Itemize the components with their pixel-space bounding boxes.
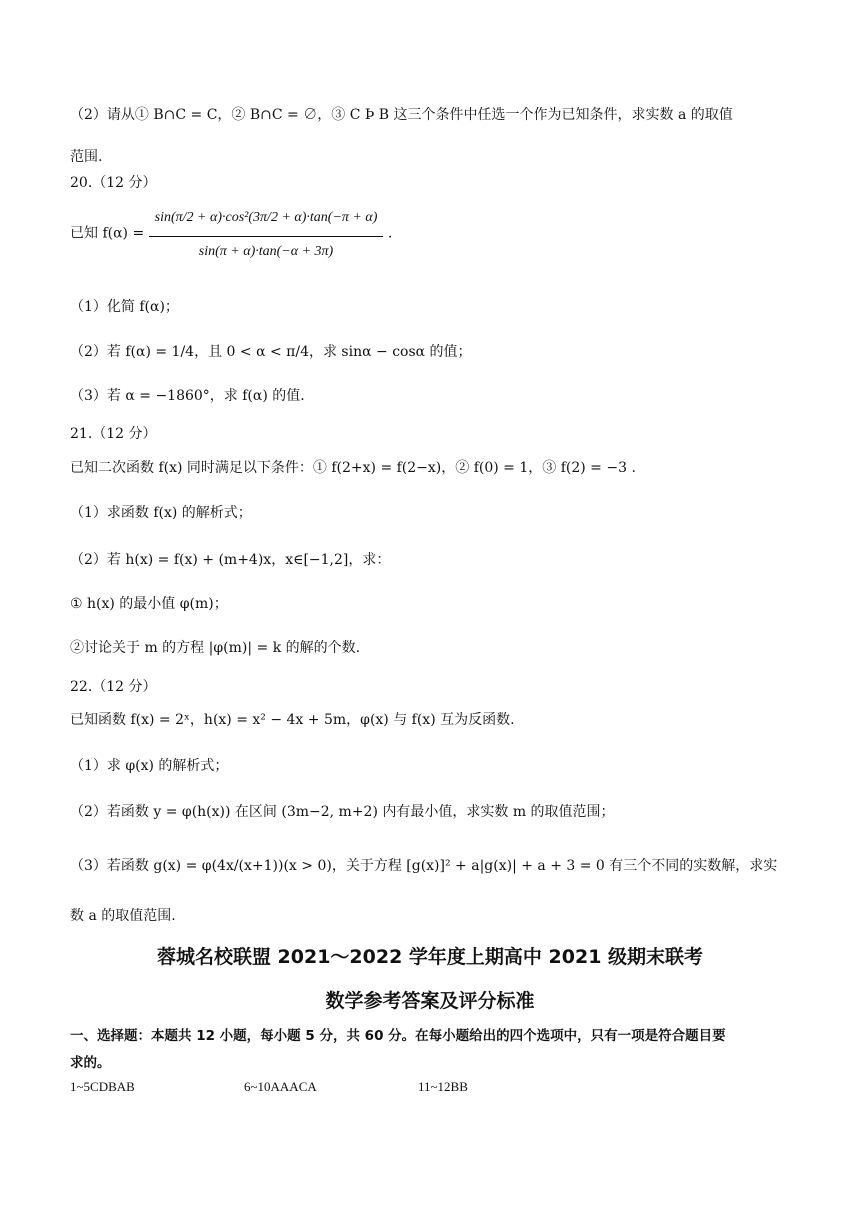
q22-part2: （2）若函数 y = φ(h(x)) 在区间 (3m−2, m+2) 内有最小值，求实数 m 的取值范围； [70, 804, 615, 820]
q21-sub2: ②讨论关于 m 的方程 |φ(m)| = k 的解的个数. [70, 640, 361, 656]
q19-part2-line1: （2）请从① B∩C = C，② B∩C = ∅，③ C Þ B 这三个条件中任选一个作为已知条件，求实数 a 的取值 [70, 107, 733, 123]
q19-part2-line2: 范围. [70, 149, 103, 165]
section1-line2: 求的。 [70, 1055, 111, 1071]
q21-sub1: ① h(x) 的最小值 φ(m)； [70, 596, 228, 612]
q20-period: . [387, 225, 393, 242]
q20-fraction [149, 204, 384, 263]
q20-numerator: sin(π/2 + α)·cos²(3π/2 + α)·tan(−π + α) [149, 204, 384, 237]
q21-part1: （1）求函数 f(x) 的解析式； [70, 505, 252, 521]
q20-denominator: sin(π + α)·tan(−α + 3π) [198, 244, 334, 259]
q22-intro: 已知函数 f(x) = 2ˣ，h(x) = x² − 4x + 5m，φ(x) 与 f(x) 互为反函数. [70, 712, 515, 728]
q20-intro-prefix: 已知 f(α) = [70, 225, 145, 242]
answer-key-title: 蓉城名校联盟 2021～2022 学年度上期高中 2021 级期末联考 [156, 946, 704, 968]
q20-intro [70, 204, 392, 263]
answers-11-12: 11~12BB [418, 1079, 468, 1094]
q21-header: 21.（12 分） [70, 426, 157, 442]
q20-part2: （2）若 f(α) = 1/4，且 0 < α < π/4，求 sinα − cosα 的值； [70, 344, 472, 360]
q21-part2: （2）若 h(x) = f(x) + (m+4)x，x∈[−1,2]，求： [70, 552, 391, 568]
q21-intro: 已知二次函数 f(x) 同时满足以下条件：① f(2+x) = f(2−x)，② f(0) = 1，③ f(2) = −3 . [70, 460, 636, 476]
q22-header: 22.（12 分） [70, 679, 157, 695]
answers-1-5: 1~5CDBAB [70, 1079, 135, 1094]
section1-line1: 一、选择题：本题共 12 小题，每小题 5 分，共 60 分。在每小题给出的四个选项中，只有一项是符合题目要 [70, 1028, 726, 1044]
q22-part3-line2: 数 a 的取值范围. [70, 908, 176, 924]
q22-part1: （1）求 φ(x) 的解析式； [70, 758, 229, 774]
answer-key-subtitle: 数学参考答案及评分标准 [325, 990, 535, 1012]
q20-part3: （3）若 α = −1860°，求 f(α) 的值. [70, 388, 305, 404]
q20-header: 20.（12 分） [70, 175, 157, 191]
q20-part1: （1）化简 f(α)； [70, 299, 179, 315]
q22-part3-line1: （3）若函数 g(x) = φ(4x/(x+1))(x > 0)，关于方程 [g(x)]² + a|g(x)| + a + 3 = 0 有三个不同的实数解，求实 [70, 858, 778, 874]
answers-6-10: 6~10AAACA [244, 1079, 317, 1094]
